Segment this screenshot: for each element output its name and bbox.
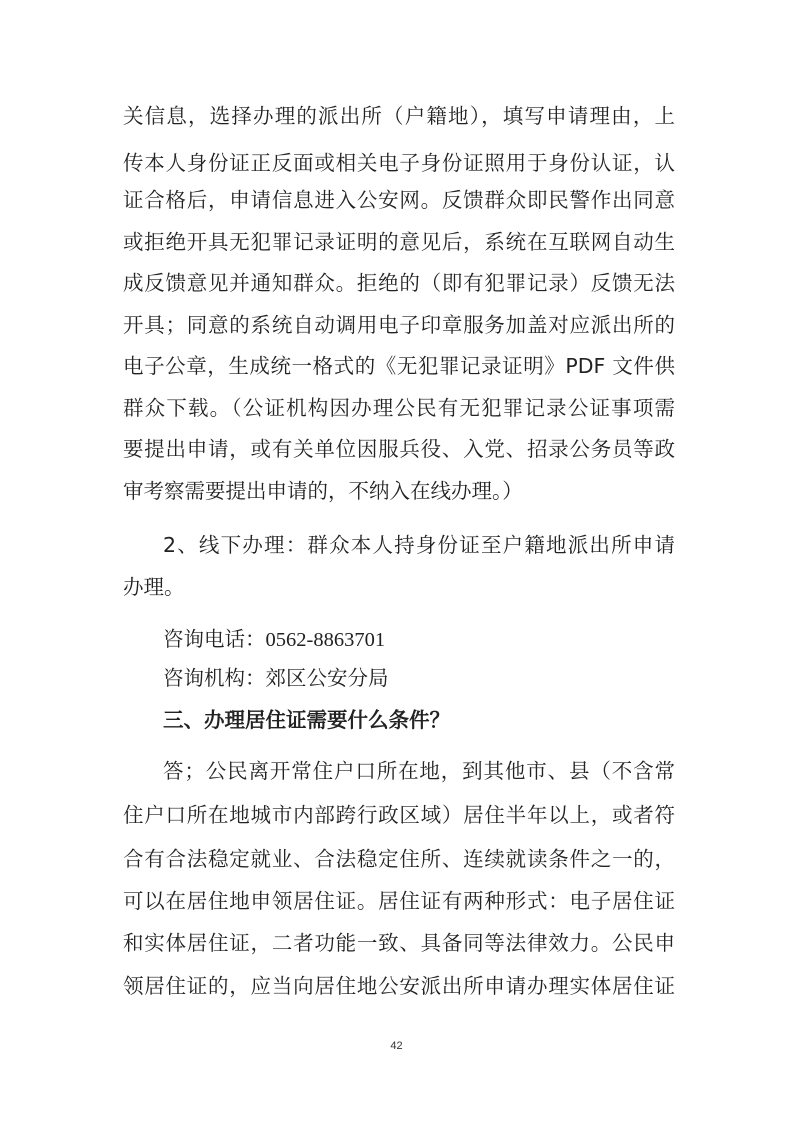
paragraph-line: 住户口所在地城市内部跨行政区域）居住半年以上，或者符: [123, 803, 675, 827]
paragraph-line: 传本人身份证正反面或相关电子身份证照用于身份认证，认: [123, 151, 675, 175]
paragraph-line: 领居住证的，应当向居住地公安派出所申请办理实体居住证: [123, 974, 675, 998]
paragraph-line: 电子公章，生成统一格式的《无犯罪记录证明》PDF 文件供: [123, 354, 675, 378]
paragraph-line: 2、线下办理：群众本人持身份证至户籍地派出所申请: [163, 533, 675, 557]
paragraph-line: 要提出申请，或有关单位因服兵役、入党、招录公务员等政: [123, 437, 675, 461]
paragraph-line: 审考察需要提出申请的，不纳入在线办理。）: [123, 479, 523, 503]
contact-org-label: 咨询机构：: [163, 666, 266, 690]
paragraph-line: 合有合法稳定就业、合法稳定住所、连续就读条件之一的，: [123, 847, 675, 871]
page-number: 42: [390, 1040, 403, 1052]
paragraph-line: 成反馈意见并通知群众。拒绝的（即有犯罪记录）反馈无法: [123, 271, 675, 295]
paragraph-line: 证合格后，申请信息进入公安网。反馈群众即民警作出同意: [123, 188, 675, 212]
contact-phone-label: 咨询电话：: [163, 627, 266, 651]
contact-org-value: 郊区公安分局: [265, 666, 389, 690]
paragraph-line: 群众下载。（公证机构因办理公民有无犯罪记录公证事项需: [123, 396, 675, 420]
paragraph-line: 答；公民离开常住户口所在地，到其他市、县（不含常: [163, 759, 675, 783]
paragraph-line: 和实体居住证，二者功能一致、具备同等法律效力。公民申: [123, 931, 675, 955]
contact-phone-value: 0562-8863701: [265, 629, 386, 651]
paragraph-line: 可以在居住地申领居住证。居住证有两种形式：电子居住证: [123, 889, 675, 913]
paragraph-line: 或拒绝开具无犯罪记录证明的意见后，系统在互联网自动生: [123, 230, 675, 254]
contact-phone: [163, 624, 675, 654]
paragraph-line: 开具；同意的系统自动调用电子印章服务加盖对应派出所的: [123, 313, 675, 337]
paragraph-line: 办理。: [123, 575, 185, 599]
section-heading: 三、办理居住证需要什么条件？: [163, 708, 450, 732]
contact-organization: [163, 663, 675, 693]
paragraph-line: 关信息，选择办理的派出所（户籍地），填写申请理由，上: [123, 104, 675, 128]
